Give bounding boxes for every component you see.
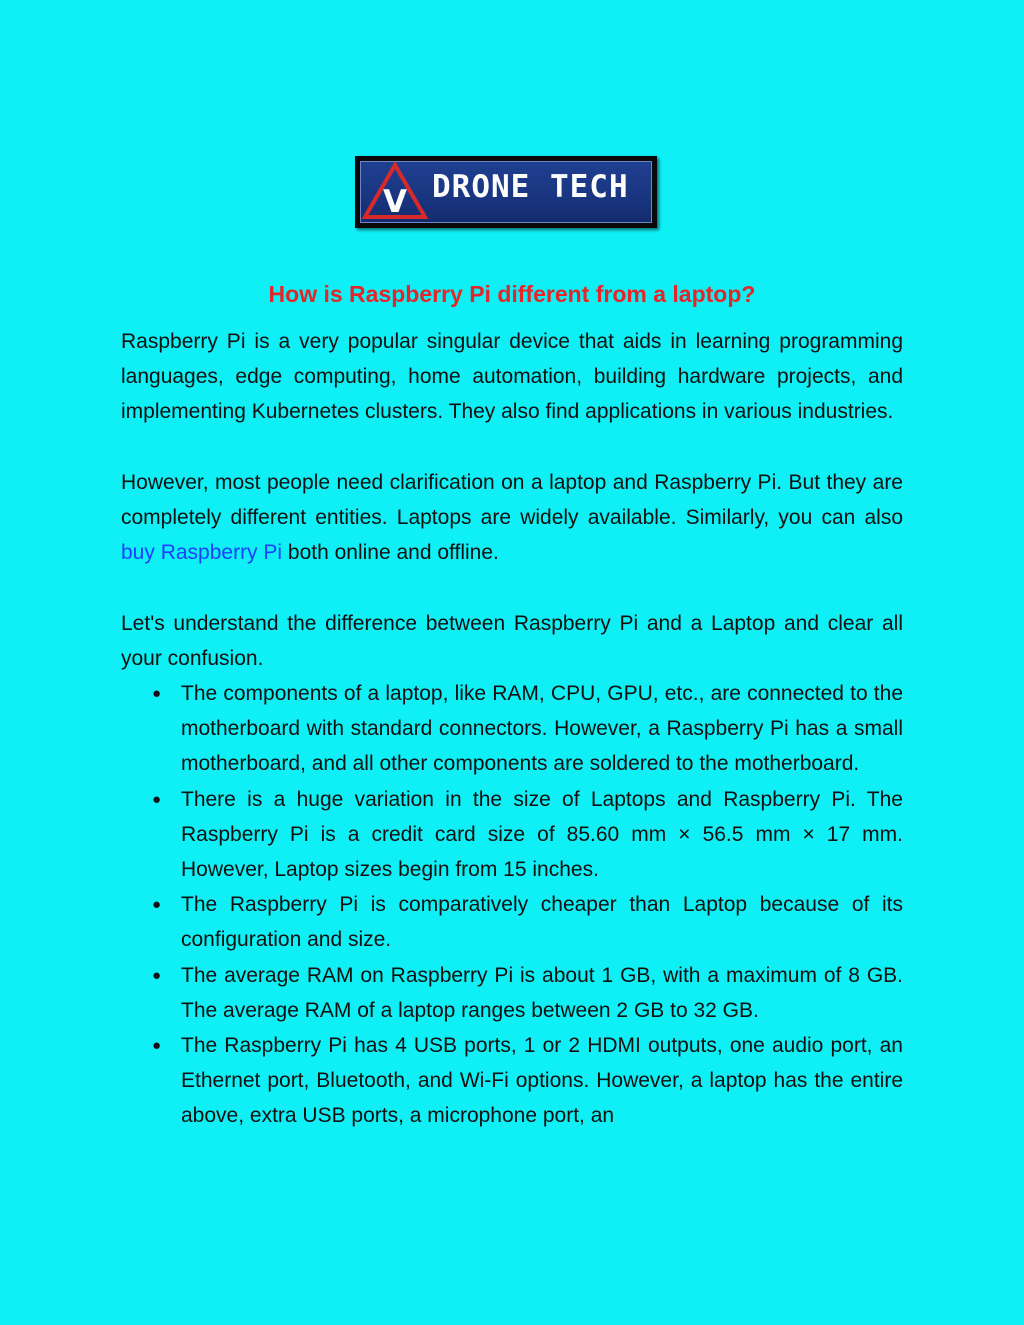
list-item — [152, 782, 903, 888]
list-item — [152, 958, 903, 1028]
paragraph-text: both online and offline. — [282, 541, 499, 565]
buy-raspberry-pi-link[interactable]: buy Raspberry Pi — [121, 541, 283, 565]
paragraph-text: However, most people need clarification on a laptop and Raspberry Pi. But they are completely different entities. Laptops are widely available. Similarly, you can also — [121, 470, 903, 529]
list-item-text: The Raspberry Pi has 4 USB ports, 1 or 2 HDMI outputs, one audio port, an Ethernet port, Bluetooth, and Wi-Fi options. However, a laptop has the entire above, extra USB ports, a microphone port, an — [181, 1034, 903, 1128]
difference-intro-paragraph: Let's understand the difference between Raspberry Pi and a Laptop and clear all your confusion. — [121, 611, 903, 670]
list-item-text: The Raspberry Pi is comparatively cheaper than Laptop because of its configuration and size. — [181, 893, 903, 952]
differences-list — [121, 676, 903, 1134]
list-item — [152, 676, 903, 782]
bullet-icon: ● — [152, 896, 162, 914]
bullet-icon: ● — [152, 790, 162, 808]
list-item-text: There is a huge variation in the size of Laptops and Raspberry Pi. The Raspberry Pi is a credit card size of 85.60 mm × 56.5 mm × 17 mm. However, Laptop sizes begin from 15 inches. — [181, 787, 903, 882]
list-item — [152, 887, 903, 957]
vdrone-tech-logo — [355, 156, 657, 228]
intro-paragraph: Raspberry Pi is a very popular singular device that aids in learning programming languages, edge computing, home automation, building hardware projects, and implementing Kubernetes clusters. They also find applications in various industries. — [121, 330, 903, 424]
list-item-text: The average RAM on Raspberry Pi is about 1 GB, with a maximum of 8 GB. The average RAM of a laptop ranges between 2 GB to 32 GB. — [181, 963, 903, 1022]
article-body — [121, 324, 903, 1134]
logo-text: DRONE TECH — [432, 169, 629, 205]
triangle-v-icon — [362, 162, 428, 220]
clarification-paragraph — [121, 465, 903, 571]
bullet-icon: ● — [152, 1037, 162, 1055]
logo-letter: V — [383, 184, 407, 220]
list-item — [152, 1028, 903, 1134]
bullet-icon: ● — [152, 966, 162, 984]
article-title: How is Raspberry Pi different from a laptop? — [268, 281, 756, 307]
bullet-icon: ● — [152, 685, 162, 702]
list-item-text: The components of a laptop, like RAM, CPU, GPU, etc., are connected to the motherboard with standard connectors. However, a Raspberry Pi has a small motherboard, and all other components are soldered to the motherboard. — [181, 682, 903, 776]
